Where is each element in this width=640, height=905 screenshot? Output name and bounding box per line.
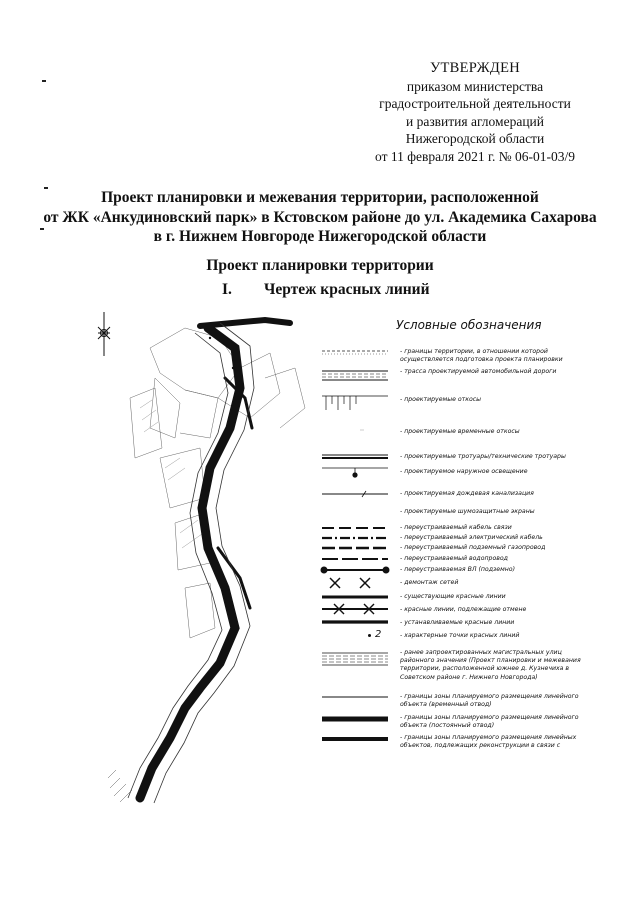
legend-item-label: - границы зоны планируемого размещения линейного объекта (временный отвод): [400, 693, 579, 709]
legend-item-label: - проектируемые шумозащитные экраны: [400, 508, 535, 515]
temp-slopes-symbol: [320, 424, 390, 442]
legend-item-label: - устанавливаемые красные линии: [400, 619, 515, 626]
approval-stamp: [360, 60, 590, 165]
red-line-point-number: 2: [375, 629, 382, 640]
drainage-symbol: [320, 489, 390, 507]
parcel-lines: [130, 328, 305, 638]
legend-item-label: - границы территории, в отношении которой осуществляется подготовка проекта планировки: [400, 348, 563, 364]
legend-item-label: - границы зоны планируемого размещения линейного объекта (постоянный отвод): [400, 714, 579, 730]
red-line-point-icon: [368, 634, 371, 637]
legend-item-label: - существующие красные линии: [400, 593, 506, 600]
approval-line: и развития агломераций: [405, 113, 544, 129]
document-title: [20, 188, 620, 247]
approval-line: Нижегородской области: [405, 131, 545, 146]
zone-temp-symbol: [320, 693, 390, 711]
road-symbol: [320, 368, 390, 386]
slopes-symbol: [320, 390, 390, 416]
legend-item-label: - красные линии, подлежащие отмене: [400, 606, 527, 613]
legend-item-label: - трасса проектируемой автомобильной дороги: [400, 368, 557, 375]
drawing-number: I.: [222, 281, 232, 298]
section-title: Проект планировки территории: [206, 257, 434, 274]
lamp-icon: [320, 465, 390, 483]
drawing-name: Чертеж красных линий: [264, 281, 430, 298]
legend-item-label: - характерные точки красных линий: [400, 632, 520, 639]
approval-line: приказом министерства: [406, 78, 544, 94]
legend: [320, 312, 620, 762]
legend-item-label: - переустраиваемый водопровод: [400, 555, 508, 562]
legend-item-label: - границы зоны планируемого размещения линейных объектов, подлежащих реконструкции в связи с: [400, 734, 577, 750]
boundary-symbol: [320, 348, 390, 366]
legend-item-label: - проектируемые тротуары/технические тротуары: [400, 453, 566, 460]
legend-item-label: - проектируемое наружное освещение: [400, 468, 528, 475]
legend-item-label: - переустраиваемая ВЛ (подземно): [400, 566, 515, 573]
zone-perm-symbol: [320, 714, 390, 732]
hatch-area: [140, 400, 202, 548]
red-lines-map: [90, 308, 315, 808]
legend-item-label: - проектируемые временные откосы: [400, 428, 520, 435]
approval-heading: УТВЕРЖДЕН: [429, 60, 521, 76]
legend-item-label: - проектируемые откосы: [400, 396, 482, 403]
title-line: от ЖК «Анкудиновский парк» в Кстовском районе до ул. Академика Сахарова: [43, 208, 597, 226]
approval-line: градостроительной деятельности: [379, 96, 571, 111]
legend-item-label: - ранее запроектированных магистральных улиц районного значения (Проект планировки и межевания территории, расположенной южнее д. Кузнечиха в Советском районе г. Нижнего Новгорода): [400, 649, 581, 681]
drawing-title: [222, 281, 430, 299]
legend-item-label: - демонтаж сетей: [400, 579, 459, 586]
street-symbol: [320, 649, 390, 671]
legend-item-label: - переустраиваемый подземный газопровод: [400, 544, 546, 551]
legend-title: Условные обозначения: [396, 318, 542, 332]
approval-line: от 11 февраля 2021 г. № 06-01-03/9: [375, 148, 575, 164]
legend-item-label: - переустраиваемый кабель связи: [400, 524, 512, 531]
point-marks: [147, 337, 234, 779]
title-line: в г. Нижнем Новгороде Нижегородской области: [153, 228, 487, 245]
scan-mark: [42, 80, 46, 82]
legend-item-label: - проектируемая дождевая канализация: [400, 490, 534, 497]
north-arrow-icon: [98, 312, 110, 356]
title-line: Проект планировки и межевания территории, расположенной: [101, 189, 539, 206]
legend-item-label: - переустраиваемый электрический кабель: [400, 534, 543, 541]
road-corridor: [140, 320, 290, 798]
zone-reconstr-symbol: [320, 734, 390, 752]
